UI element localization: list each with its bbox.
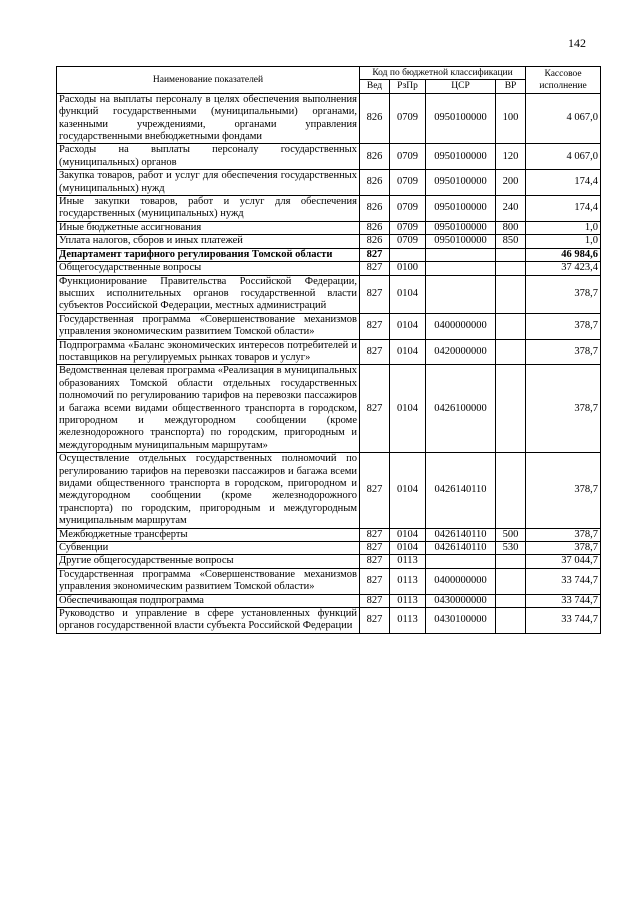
cell-name: Закупка товаров, работ и услуг для обеспечения государственных (муниципальных) нужд [57, 170, 360, 196]
cell-amount: 4 067,0 [526, 144, 601, 170]
cell-ved: 827 [360, 365, 390, 453]
cell-amount: 1,0 [526, 235, 601, 248]
cell-amount: 378,7 [526, 528, 601, 541]
cell-csr: 0426100000 [426, 365, 496, 453]
cell-csr: 0950100000 [426, 221, 496, 234]
table-row [57, 313, 601, 339]
table-row [57, 339, 601, 365]
cell-csr: 0950100000 [426, 93, 496, 144]
cell-csr: 0950100000 [426, 144, 496, 170]
cell-rzpr: 0113 [390, 555, 426, 568]
cell-amount: 174,4 [526, 170, 601, 196]
cell-rzpr: 0104 [390, 453, 426, 528]
cell-name: Межбюджетные трансферты [57, 528, 360, 541]
cell-vr [496, 248, 526, 261]
table-body [57, 93, 601, 633]
table-row [57, 453, 601, 528]
cell-rzpr: 0104 [390, 275, 426, 313]
page-number: 142 [568, 36, 586, 50]
cell-rzpr: 0113 [390, 568, 426, 594]
cell-rzpr: 0709 [390, 235, 426, 248]
cell-csr [426, 555, 496, 568]
cell-csr: 0426140110 [426, 528, 496, 541]
cell-rzpr: 0104 [390, 365, 426, 453]
cell-amount: 378,7 [526, 365, 601, 453]
cell-name: Руководство и управление в сфере установленных функций органов государственной власти субъекта Российской Федерации [57, 608, 360, 634]
cell-ved: 826 [360, 196, 390, 222]
cell-vr [496, 555, 526, 568]
cell-csr: 0430100000 [426, 608, 496, 634]
header-csr: ЦСР [426, 80, 496, 93]
cell-csr: 0430000000 [426, 594, 496, 607]
cell-ved: 826 [360, 93, 390, 144]
cell-vr: 200 [496, 170, 526, 196]
cell-name: Общегосударственные вопросы [57, 262, 360, 275]
cell-csr [426, 262, 496, 275]
cell-vr: 240 [496, 196, 526, 222]
cell-vr [496, 568, 526, 594]
header-row-1 [57, 67, 601, 80]
cell-csr [426, 275, 496, 313]
cell-vr [496, 365, 526, 453]
cell-amount: 4 067,0 [526, 93, 601, 144]
cell-ved: 826 [360, 144, 390, 170]
cell-amount: 37 423,4 [526, 262, 601, 275]
cell-ved: 827 [360, 568, 390, 594]
header-vr: ВР [496, 80, 526, 93]
cell-amount: 378,7 [526, 453, 601, 528]
cell-vr [496, 608, 526, 634]
table-row [57, 528, 601, 541]
cell-ved: 827 [360, 555, 390, 568]
cell-ved: 826 [360, 170, 390, 196]
table-row [57, 221, 601, 234]
cell-name: Ведомственная целевая программа «Реализация в муниципальных образованиях Томской области отдельных государственных полномочий по регулированию тарифов на перевозки пассажиров и багажа всеми видами общественного транспорта в городском, пригородном и междугородном сообщении (кроме железнодорожного транспорта) по городским, пригородным и междугородным муниципальным маршрутам» [57, 365, 360, 453]
header-ved: Вед [360, 80, 390, 93]
cell-name: Иные бюджетные ассигнования [57, 221, 360, 234]
cell-name: Подпрограмма «Баланс экономических интересов потребителей и поставщиков на регулируемых рынках товаров и услуг» [57, 339, 360, 365]
cell-name: Осуществление отдельных государственных полномочий по регулированию тарифов на перевозки пассажиров и багажа всеми видами общественного транспорта в городском, пригородном и междугородном сообщении (кроме железнодорожного транспорта) по городским, пригородным и междугородным муниципальным маршрутам [57, 453, 360, 528]
cell-amount: 174,4 [526, 196, 601, 222]
cell-csr: 0426140110 [426, 542, 496, 555]
table-row [57, 608, 601, 634]
cell-csr [426, 248, 496, 261]
cell-rzpr: 0113 [390, 594, 426, 607]
cell-ved: 827 [360, 248, 390, 261]
cell-name: Государственная программа «Совершенствование механизмов управления экономическим развитием Томской области» [57, 568, 360, 594]
cell-name: Иные закупки товаров, работ и услуг для обеспечения государственных (муниципальных) нужд [57, 196, 360, 222]
cell-name: Уплата налогов, сборов и иных платежей [57, 235, 360, 248]
header-code-group: Код по бюджетной классификации [360, 67, 526, 80]
cell-csr: 0950100000 [426, 235, 496, 248]
cell-rzpr: 0104 [390, 528, 426, 541]
cell-amount: 33 744,7 [526, 608, 601, 634]
cell-ved: 827 [360, 608, 390, 634]
table-row [57, 365, 601, 453]
cell-ved: 827 [360, 262, 390, 275]
cell-name: Департамент тарифного регулирования Томской области [57, 248, 360, 261]
cell-ved: 827 [360, 542, 390, 555]
cell-name: Расходы на выплаты персоналу в целях обеспечения выполнения функций государственными (муниципальными) органами, казенными учреждениями, органами управления государственными внебюджетными фондами [57, 93, 360, 144]
cell-rzpr: 0709 [390, 144, 426, 170]
table-row [57, 555, 601, 568]
cell-ved: 826 [360, 235, 390, 248]
cell-ved: 827 [360, 339, 390, 365]
header-cash: Кассовое исполнение [526, 67, 601, 94]
cell-amount: 46 984,6 [526, 248, 601, 261]
cell-csr: 0950100000 [426, 170, 496, 196]
table-row [57, 144, 601, 170]
cell-ved: 827 [360, 313, 390, 339]
cell-amount: 33 744,7 [526, 568, 601, 594]
cell-name: Функционирование Правительства Российской Федерации, высших исполнительных органов государственной власти субъектов Российской Федерации, местных администраций [57, 275, 360, 313]
cell-vr: 530 [496, 542, 526, 555]
cell-csr: 0426140110 [426, 453, 496, 528]
cell-rzpr: 0709 [390, 221, 426, 234]
cell-csr: 0950100000 [426, 196, 496, 222]
table-row [57, 594, 601, 607]
budget-table [56, 66, 601, 634]
cell-ved: 826 [360, 221, 390, 234]
cell-csr: 0400000000 [426, 568, 496, 594]
cell-ved: 827 [360, 275, 390, 313]
cell-vr [496, 453, 526, 528]
cell-rzpr: 0100 [390, 262, 426, 275]
cell-amount: 378,7 [526, 542, 601, 555]
cell-ved: 827 [360, 453, 390, 528]
cell-vr: 500 [496, 528, 526, 541]
cell-vr [496, 275, 526, 313]
table-row [57, 275, 601, 313]
table-row [57, 568, 601, 594]
cell-csr: 0400000000 [426, 313, 496, 339]
cell-name: Обеспечивающая подпрограмма [57, 594, 360, 607]
cell-vr [496, 339, 526, 365]
cell-amount: 37 044,7 [526, 555, 601, 568]
table-row [57, 170, 601, 196]
table-row [57, 93, 601, 144]
cell-vr: 850 [496, 235, 526, 248]
cell-name: Государственная программа «Совершенствование механизмов управления экономическим развитием Томской области» [57, 313, 360, 339]
cell-amount: 33 744,7 [526, 594, 601, 607]
cell-rzpr: 0709 [390, 196, 426, 222]
cell-amount: 378,7 [526, 339, 601, 365]
cell-rzpr: 0104 [390, 313, 426, 339]
cell-amount: 378,7 [526, 313, 601, 339]
table-row [57, 542, 601, 555]
cell-ved: 827 [360, 594, 390, 607]
cell-name: Расходы на выплаты персоналу государственных (муниципальных) органов [57, 144, 360, 170]
cell-vr [496, 262, 526, 275]
cell-amount: 378,7 [526, 275, 601, 313]
cell-name: Другие общегосударственные вопросы [57, 555, 360, 568]
cell-rzpr: 0113 [390, 608, 426, 634]
cell-rzpr: 0709 [390, 170, 426, 196]
cell-ved: 827 [360, 528, 390, 541]
cell-rzpr: 0709 [390, 93, 426, 144]
cell-rzpr [390, 248, 426, 261]
cell-vr [496, 594, 526, 607]
cell-name: Субвенции [57, 542, 360, 555]
cell-vr: 100 [496, 93, 526, 144]
cell-rzpr: 0104 [390, 339, 426, 365]
cell-csr: 0420000000 [426, 339, 496, 365]
table-row [57, 248, 601, 261]
cell-vr: 120 [496, 144, 526, 170]
cell-rzpr: 0104 [390, 542, 426, 555]
table-row [57, 196, 601, 222]
header-name: Наименование показателей [57, 67, 360, 94]
table-row [57, 235, 601, 248]
header-rzpr: РзПр [390, 80, 426, 93]
cell-vr: 800 [496, 221, 526, 234]
cell-amount: 1,0 [526, 221, 601, 234]
table-row [57, 262, 601, 275]
cell-vr [496, 313, 526, 339]
